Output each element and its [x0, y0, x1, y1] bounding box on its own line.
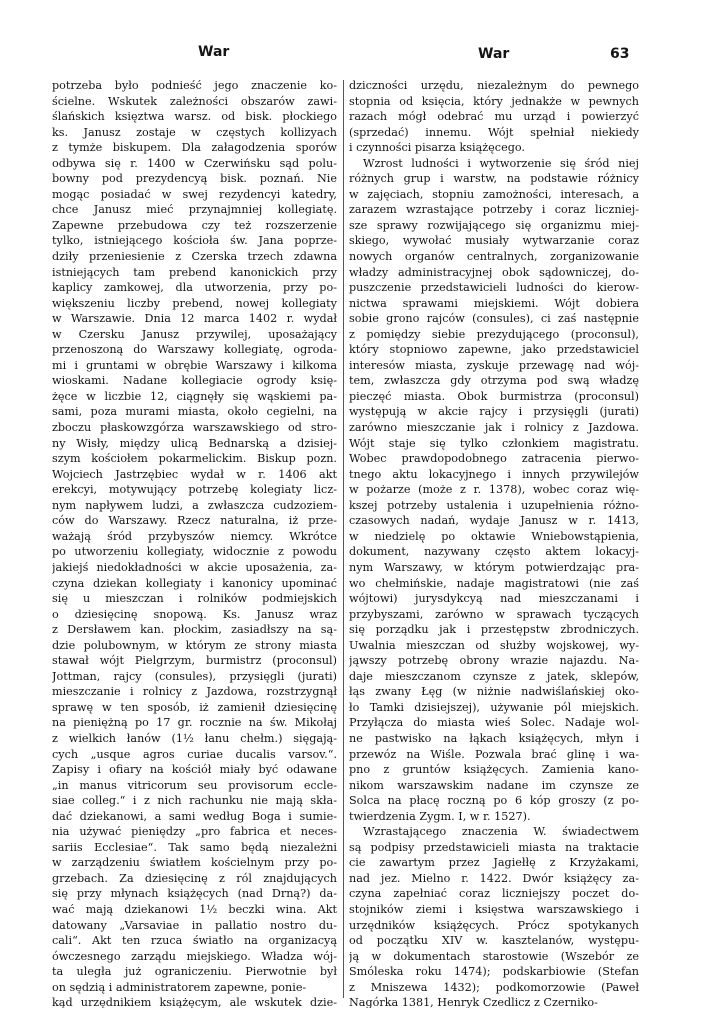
text-line: o dziesięcinę snopową. Ks. Janusz wraz: [52, 607, 337, 621]
text-line: pno z gruntów książęcych. Zamienia kano-: [349, 763, 639, 777]
text-line: Wzrastającego znaczenia W. świadectwem: [363, 825, 639, 839]
text-line: tnego aktu lokacyjnego i innych przywilejów: [349, 467, 639, 481]
text-line: ją w dokumentach starostowie (Wszebór ze: [349, 949, 639, 963]
text-line: sobie grono rajców (consules), ci zaś następnie: [349, 312, 639, 326]
text-line: przybyszami, zarówno w sprawach tyczących: [349, 607, 639, 621]
text-line: erekcyi, motywujący potrzebę kolegiaty licz-: [52, 483, 337, 497]
text-line: przewóz na Wiśle. Pozwala brać glinę i wa-: [349, 747, 639, 761]
text-line: stawał wójt Pielgrzym, burmistrz (proconsul): [52, 654, 337, 668]
text-line: po utworzeniu kollegiaty, widocznie z powodu: [52, 545, 337, 559]
text-line: nictwa sprawami miejskiemi. Wójt dobiera: [349, 296, 639, 310]
text-line: zarazem wzrastające potrzeby i coraz liczniej-: [349, 203, 639, 217]
text-line: kszej potrzeby ustalenia i uzupełnienia różno-: [349, 498, 639, 512]
text-line: nym Warszawy, w którym potwierdzając pra-: [349, 560, 639, 574]
text-line: nowych organów centralnych, zorganizowanie: [349, 250, 639, 264]
text-line: kąd urzędnikiem książęcym, ale wskutek dzie-: [52, 996, 337, 1008]
text-line: ślańskich księztwa warsz. od bisk. płockiego: [52, 110, 337, 124]
text-line: się przy młynach książęcych (nad Drną?) da-: [52, 887, 337, 901]
text-line: ważają śród przybyszów niemcy. Wkrótce: [52, 529, 337, 543]
text-line: Nagórka 1381, Henryk Czedlicz z Czerniko-: [349, 996, 598, 1008]
text-line: przenoszoną do Warszawy kollegiatę, ogroda-: [52, 343, 337, 357]
text-line: dziczności urzędu, niezależnym do pewnego: [349, 79, 639, 92]
text-line: daje mieszczanom czynsze z jatek, sklepów,: [349, 669, 639, 683]
text-line: dać dziekanowi, a sami według Boga i sumie-: [52, 809, 337, 823]
text-line: dzie polubownym, w którym ze strony miasta: [52, 638, 337, 652]
left-running-title: War: [198, 44, 230, 60]
text-line: Solca na płacę roczną po 6 kóp groszy (z po-: [349, 794, 639, 808]
text-line: wać mają dziekanowi 1½ beczki wina. Akt: [52, 902, 337, 916]
text-line: różnych grup i warstw, na podstawie różnicy: [349, 172, 639, 186]
text-line: sami, poza murami miasta, około cegielni, na: [52, 405, 337, 419]
text-line: Przyłącza do miasta wieś Solec. Nadaje wol-: [349, 716, 639, 730]
text-line: nym napływem ludzi, a zwłaszcza cudzoziem-: [52, 498, 337, 512]
text-line: cali“. Akt ten rzuca światło na organizacyą: [52, 934, 337, 948]
text-line: w Czersku Janusz przywilej, uposażający: [52, 327, 337, 341]
text-line: Wójt staje się tylko członkiem magistratu.: [349, 436, 639, 450]
text-line: ne pastwisko na łąkach książęcych, młyn i: [349, 731, 639, 745]
text-line: Zapewne przebudowa czy też rozszerzenie: [52, 218, 337, 232]
text-line: ców do Warszawy. Rzecz naturalna, iż prze-: [52, 514, 337, 528]
text-line: odbywa się r. 1400 w Czerwińsku sąd polu-: [52, 156, 337, 170]
text-line: bowny pod prezydencyą bisk. poznań. Nie: [52, 172, 337, 186]
text-line: z tymże biskupem. Dla załagodzenia sporów: [52, 141, 337, 155]
text-line: mieszczanie i rolnicy z Jazdowa, rozstrzygnął: [52, 685, 337, 699]
text-line: ówczesnego zarządu miejskiego. Władza wój-: [52, 949, 337, 963]
column-divider: [343, 80, 344, 998]
text-line: razach mógł odebrać mu urząd i powierzyć: [349, 110, 639, 124]
text-line: jakiejś niedokładności w akcie uposażenia, za-: [52, 560, 337, 574]
text-line: datowany „Varsaviae in pallatio nostro du-: [52, 918, 337, 932]
text-line: na pieniężną po 17 gr. rocznie na św. Mikołaj: [52, 716, 337, 730]
text-line: się u mieszczan i rolników podmiejskich: [52, 592, 337, 606]
text-line: z pomiędzy siebie prezydującego (proconsul),: [349, 327, 639, 341]
text-line: władzy administracyjnej obok sądowniczej, do-: [349, 265, 639, 279]
text-line: nikom warszawskim nadane im czynsze ze: [349, 778, 639, 792]
text-line: kaplicy zamkowej, dla utworzenia, przy po-: [52, 281, 337, 295]
text-line: sprawę w ten sposób, iż zamienił dziesięcinę: [52, 700, 337, 714]
text-line: pieczęć miasta. Obok burmistrza (proconsul): [349, 389, 639, 403]
text-line: dziły przeniesienie z Czerska trzech zdawna: [52, 250, 337, 264]
text-line: interesów miasta, zyskuje przewagę nad wój-: [349, 358, 639, 372]
text-line: tylko, istniejącego kościoła św. Jana poprze-: [52, 234, 337, 248]
text-line: urzędników książęcych. Prócz spotykanych: [349, 918, 639, 932]
text-line: zboczu płaskowzgórza warszawskiego od stro-: [52, 421, 337, 435]
text-line: „in manus vitricorum seu provisorum eccle-: [52, 778, 337, 792]
text-line: z wielkich łanów (1½ łanu chełm.) sięgają-: [52, 731, 337, 745]
text-line: stojników ziemi i księstwa warszawskiego i: [349, 902, 639, 916]
text-line: sze sprawy rozwijającego się organizmu miej-: [349, 218, 639, 232]
text-line: twierdzenia Zygm. I, w r. 1527).: [349, 809, 531, 823]
text-line: grzebach. Za dziesięcinę z ról znajdujących: [52, 871, 337, 885]
text-line: się porządku jak i przestępstw zbrodniczych.: [349, 623, 639, 637]
text-line: i czynności pisarza książęcego.: [349, 141, 525, 155]
text-line: większeniu liczby prebend, nowej kollegiaty: [52, 296, 337, 310]
text-line: ks. Janusz zostaje w częstych kollizyach: [52, 125, 337, 139]
text-line: stopnia od księcia, który jednakże w pewnych: [349, 94, 639, 108]
text-line: w pożarze (może z r. 1378), wobec coraz wię-: [349, 483, 639, 497]
text-line: Jottman, rajcy (consules), przysięgli (jurati): [52, 669, 337, 683]
text-line: nia używać pieniędzy „pro fabrica et neces-: [52, 825, 337, 839]
text-line: są podpisy przedstawicieli miasta na traktacie: [349, 840, 639, 854]
text-line: ny Wisły, między ulicą Bednarską a dzisiej-: [52, 436, 337, 450]
text-line: istniejących tam prebend kanonickich przy: [52, 265, 337, 279]
text-line: czasowych nadań, wydaje Janusz w r. 1413,: [349, 514, 639, 528]
text-line: wójtowi) jurysdykcyą nad mieszczanami i: [349, 592, 639, 606]
text-line: Wojciech Jastrzębiec wydał w r. 1406 akt: [52, 467, 337, 481]
text-line: dokument, nazywany często aktem lokacyj-: [349, 545, 639, 559]
text-line: Zapisy i ofiary na kościół miały być odawane: [52, 763, 337, 777]
text-line: potrzeba było podnieść jego znaczenie ko-: [52, 79, 337, 92]
text-line: czyna zapełniać coraz liczniejszy poczet do-: [349, 887, 639, 901]
text-line: tem, zwłaszcza gdy otrzyma pod swą władzę: [349, 374, 639, 388]
text-line: wioskami. Nadane kollegiacie ogrody księ-: [52, 374, 337, 388]
text-line: występują w akcie rajcy i przysięgli (jurati): [349, 405, 639, 419]
text-line: Wobec prawdopodobnego zatracenia pierwo-: [349, 452, 639, 466]
text-line: Uwalnia mieszczan od służby wojskowej, wy-: [349, 638, 639, 652]
text-line: w zarządzeniu światłem kościelnym przy po-: [52, 856, 337, 870]
text-line: nad jez. Mielno r. 1422. Dwór książęcy za-: [349, 871, 639, 885]
text-line: ścielne. Wskutek zależności obszarów zawi-: [52, 94, 337, 108]
text-line: wo chełmińskie, nadaje magistratowi (nie zaś: [349, 576, 639, 590]
page-number: 63: [610, 46, 630, 62]
text-line: z Mniszewa 1432); podkomorzowie (Paweł: [349, 980, 639, 994]
text-line: w niedzielę po oktawie Wniebowstąpienia,: [349, 529, 639, 543]
text-line: od początku XIV w. kasztelanów, występu-: [349, 934, 639, 948]
text-line: który stopniowo zapewne, jako przedstawiciel: [349, 343, 639, 357]
text-line: mi i gruntami w obrębie Warszawy i kilkoma: [52, 358, 337, 372]
text-line: on sędzią i administratorem zapewne, ponie-: [52, 980, 307, 994]
text-line: skiego, wywołać musiały wytwarzanie coraz: [349, 234, 639, 248]
text-line: ta uległa już ograniczeniu. Pierwotnie był: [52, 965, 337, 979]
text-line: z Dersławem kan. płockim, zasiadłszy na są-: [52, 623, 337, 637]
text-line: siae colleg.“ i z nich rachunku nie mają skła-: [52, 794, 337, 808]
left-text-column: [52, 78, 337, 1008]
text-line: sariis Ecclesiae“. Tak samo będą niezależni: [52, 840, 337, 854]
running-header: [0, 44, 720, 66]
text-line: w Warszawie. Dnia 12 marca 1402 r. wydał: [52, 312, 337, 326]
text-line: Wzrost ludności i wytworzenie się śród niej: [363, 156, 639, 170]
right-running-title: War: [478, 46, 510, 62]
text-line: ło Tamki dzisiejszej), używanie pól miejskich.: [349, 700, 639, 714]
text-line: w zajęciach, stopniu zamożności, interesach, a: [349, 187, 639, 201]
text-line: szym kościołem pokarmelickim. Biskup pozn.: [52, 452, 337, 466]
text-line: chce Janusz mieć przynajmniej kollegiatę.: [52, 203, 337, 217]
text-line: czyna dziekan kollegiaty i kanonicy upominać: [52, 576, 337, 590]
text-line: (sprzedać) innemu. Wójt spełniał niekiedy: [349, 125, 639, 139]
text-line: cych „usque agros curiae ducalis varsov.“.: [52, 747, 337, 761]
text-line: łąs zwany Łęg (w niżnie nadwiślańskiej oko-: [349, 685, 639, 699]
right-text-column: [349, 78, 639, 1008]
text-line: jąwszy potrzebę obrony wrazie najazdu. Na-: [349, 654, 639, 668]
text-line: zarówno mieszczanie jak i rolnicy z Jazdowa.: [349, 421, 639, 435]
text-line: mogąc posiadać w swej rezydencyi katedry,: [52, 187, 337, 201]
text-line: puszczenie przedstawicieli ludności do kierow-: [349, 281, 639, 295]
text-line: Smóleska roku 1474); podskarbiowie (Stefan: [349, 965, 639, 979]
text-line: cie zawartym przez Jagiełłę z Krzyżakami,: [349, 856, 639, 870]
text-line: żęce w liczbie 12, ciągnęły się wąskiemi pa-: [52, 389, 337, 403]
